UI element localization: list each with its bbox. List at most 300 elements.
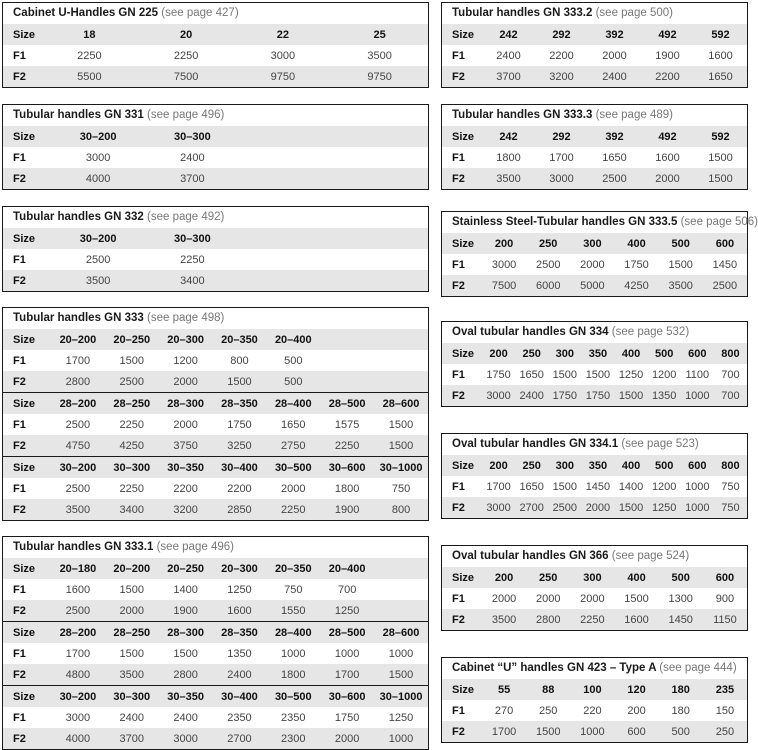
page-reference[interactable]: (see page 492) [147, 211, 225, 223]
force-value: 3000 [159, 728, 213, 749]
force-value: 800 [230, 354, 249, 367]
force-value: 3000 [491, 258, 517, 271]
force-value [320, 350, 374, 371]
size-value: 120 [614, 679, 658, 700]
size-value: 28–250 [105, 393, 159, 415]
size-value: 20–400 [266, 329, 320, 350]
force-value: 2000 [159, 371, 213, 393]
force-value: 2400 [515, 385, 548, 406]
size-value: 20 [138, 24, 235, 45]
force-value: 220 [583, 704, 602, 717]
force-value: 3200 [159, 499, 213, 520]
force-value: 1800 [266, 664, 320, 686]
f2-row [442, 66, 747, 87]
force-value: 2200 [549, 49, 574, 62]
size-value: 292 [535, 24, 588, 45]
size-row [3, 686, 428, 708]
size-value: 600 [681, 343, 714, 364]
force-value: 2250 [180, 253, 205, 266]
force-value: 1500 [624, 592, 649, 605]
f1-row [442, 147, 747, 168]
force-value: 2800 [526, 609, 570, 630]
force-value [334, 249, 428, 270]
force-value: 2200 [173, 482, 198, 495]
f2-label: F2 [3, 435, 51, 457]
size-value: 55 [482, 679, 526, 700]
f1-row [3, 350, 428, 371]
page-reference[interactable]: (see page 498) [147, 312, 225, 324]
force-value: 1600 [213, 600, 267, 622]
force-value: 1250 [618, 368, 644, 381]
spec-table [442, 126, 747, 189]
size-value: 30–200 [51, 686, 105, 708]
spec-table [442, 567, 747, 630]
force-value: 1500 [374, 664, 428, 686]
f1-label: F1 [13, 418, 26, 431]
size-label: Size [3, 126, 51, 147]
force-value: 3700 [145, 168, 239, 189]
size-value: 400 [615, 343, 648, 364]
force-value: 2500 [548, 497, 581, 518]
product-name: Oval tubular handles GN 334 [452, 326, 609, 338]
f1-row [3, 147, 428, 168]
force-value: 2400 [180, 151, 205, 164]
force-value: 800 [374, 499, 428, 520]
force-value [374, 579, 428, 600]
force-value: 1250 [227, 583, 252, 596]
force-value: 3250 [213, 435, 267, 457]
force-value: 1250 [320, 600, 374, 622]
force-value: 9750 [331, 66, 428, 87]
force-value: 1500 [585, 368, 611, 381]
force-value: 1750 [624, 258, 649, 271]
size-value: 600 [703, 567, 747, 588]
page-reference[interactable]: (see page 489) [595, 109, 673, 121]
handle-spec-box [2, 104, 429, 190]
force-value: 1500 [119, 583, 144, 596]
force-value: 1650 [602, 151, 627, 164]
force-value: 2000 [602, 49, 627, 62]
handle-spec-box [2, 206, 429, 292]
force-value: 1500 [213, 371, 267, 393]
force-value: 3700 [482, 66, 535, 87]
force-value: 3000 [482, 385, 515, 406]
f2-row [3, 728, 428, 749]
handle-spec-box [2, 2, 429, 88]
force-value: 7500 [482, 275, 526, 296]
force-value: 9750 [235, 66, 332, 87]
f2-label: F2 [3, 499, 51, 520]
force-value: 700 [714, 385, 747, 406]
handle-spec-box [441, 657, 748, 743]
size-value [240, 126, 334, 147]
size-value: 592 [694, 24, 747, 45]
size-row [3, 126, 428, 147]
size-value: 30–500 [266, 457, 320, 479]
size-row [3, 457, 428, 479]
force-value: 2500 [535, 258, 561, 271]
force-value: 1150 [703, 609, 747, 630]
f1-label: F1 [452, 151, 465, 164]
product-name: Cabinet U-Handles GN 225 [13, 7, 159, 19]
size-value: 28–350 [213, 393, 267, 415]
spec-table [3, 24, 428, 87]
force-value: 2250 [173, 49, 199, 62]
size-value: 500 [648, 343, 681, 364]
f1-row [3, 643, 428, 664]
force-value: 3500 [51, 270, 145, 291]
handle-spec-box [441, 2, 748, 88]
force-value: 750 [284, 583, 303, 596]
size-value: 20–300 [213, 558, 267, 579]
page-reference[interactable]: (see page 523) [621, 438, 699, 450]
force-value: 1500 [694, 168, 747, 189]
product-name: Tubular handles GN 333.2 [452, 7, 593, 19]
page-reference[interactable]: (see page 444) [659, 662, 737, 674]
size-row [442, 343, 747, 364]
size-value: 300 [548, 343, 581, 364]
size-row [442, 567, 747, 588]
force-value: 1900 [159, 600, 213, 622]
size-label: Size [3, 329, 51, 350]
force-value: 5000 [570, 275, 614, 296]
force-value: 1400 [173, 583, 198, 596]
size-value: 242 [482, 24, 535, 45]
size-value: 392 [588, 126, 641, 147]
size-row [3, 622, 428, 644]
force-value: 1500 [119, 647, 144, 660]
f2-label: F2 [3, 371, 51, 393]
spec-table [442, 233, 747, 296]
force-value: 1500 [119, 354, 144, 367]
force-value: 500 [284, 354, 303, 367]
size-value: 250 [526, 567, 570, 588]
force-value: 1250 [388, 711, 414, 724]
f1-label: F1 [13, 49, 26, 62]
force-value: 1750 [486, 368, 511, 381]
page-reference[interactable]: (see page 506) [680, 216, 758, 228]
force-value: 3200 [535, 66, 588, 87]
force-value: 2000 [173, 418, 198, 431]
handle-spec-box [441, 321, 748, 407]
size-value: 200 [482, 233, 526, 254]
f1-label: F1 [13, 151, 26, 164]
size-value: 30–600 [320, 457, 374, 479]
size-value [320, 329, 374, 350]
size-value: 28–200 [51, 622, 105, 644]
force-value: 1750 [227, 418, 252, 431]
f2-row [3, 499, 428, 520]
force-value: 2250 [77, 49, 102, 62]
force-value: 1500 [615, 385, 648, 406]
size-value: 400 [614, 233, 658, 254]
force-value: 1500 [173, 647, 198, 660]
force-value: 2800 [159, 664, 213, 686]
size-value: 28–200 [51, 393, 105, 415]
size-value: 30–400 [213, 457, 267, 479]
size-value: 28–250 [105, 622, 159, 644]
force-value: 2750 [266, 435, 320, 457]
size-value: 30–200 [51, 457, 105, 479]
f2-row [3, 270, 428, 291]
force-value: 4800 [51, 664, 105, 686]
f1-row [442, 588, 747, 609]
size-row [442, 455, 747, 476]
force-value: 250 [703, 721, 747, 742]
size-value: 500 [659, 567, 703, 588]
f2-label: F2 [442, 168, 482, 189]
force-value: 2000 [580, 592, 605, 605]
size-label: Size [3, 622, 51, 644]
size-row [3, 393, 428, 415]
size-value: 28–600 [374, 622, 428, 644]
box-title [442, 105, 747, 126]
force-value: 2000 [641, 168, 694, 189]
box-title [442, 322, 747, 343]
size-value [334, 228, 428, 249]
force-value: 1500 [552, 368, 578, 381]
f1-label: F1 [13, 354, 26, 367]
f1-row [3, 707, 428, 728]
force-value: 2350 [281, 711, 306, 724]
force-value: 3000 [535, 168, 588, 189]
size-value: 20–300 [159, 329, 213, 350]
size-value: 25 [331, 24, 428, 45]
force-value: 2500 [105, 371, 159, 393]
f2-label: F2 [3, 600, 51, 622]
force-value: 1600 [65, 583, 91, 596]
force-value: 2000 [105, 600, 159, 622]
f1-row [442, 254, 747, 275]
size-value: 28–400 [266, 393, 320, 415]
force-value: 1700 [486, 480, 511, 493]
f1-label: F1 [452, 480, 465, 493]
force-value: 7500 [138, 66, 235, 87]
force-value: 1750 [548, 385, 581, 406]
force-value: 1700 [320, 664, 374, 686]
f2-label: F2 [442, 609, 482, 630]
force-value: 2200 [641, 66, 694, 87]
force-value: 500 [266, 371, 320, 393]
size-row [442, 126, 747, 147]
force-value [334, 147, 428, 168]
force-value: 2500 [703, 275, 747, 296]
size-value: 20–350 [266, 558, 320, 579]
f2-row [442, 385, 747, 406]
box-title [442, 546, 747, 567]
force-value: 3000 [65, 711, 91, 724]
force-value: 4750 [51, 435, 105, 457]
size-label: Size [442, 126, 482, 147]
force-value: 2200 [227, 482, 252, 495]
f2-label: F2 [442, 721, 482, 742]
force-value: 1200 [651, 480, 677, 493]
size-value: 800 [714, 343, 747, 364]
f1-row [3, 45, 428, 66]
size-value: 200 [482, 567, 526, 588]
product-name: Tubular handles GN 333.3 [452, 109, 593, 121]
page-reference[interactable]: (see page 532) [611, 326, 690, 338]
size-value: 100 [570, 679, 614, 700]
force-value: 1800 [334, 482, 360, 495]
f2-label: F2 [442, 385, 482, 406]
force-value: 1200 [651, 368, 677, 381]
size-value: 20–200 [105, 558, 159, 579]
force-value: 1600 [614, 609, 658, 630]
force-value: 5500 [41, 66, 138, 87]
handle-spec-box [441, 545, 748, 631]
size-value: 88 [526, 679, 570, 700]
size-value: 600 [703, 233, 747, 254]
f1-label: F1 [13, 583, 26, 596]
size-value: 30–1000 [374, 457, 428, 479]
force-value: 1750 [334, 711, 360, 724]
size-value: 28–300 [159, 622, 213, 644]
force-value: 2250 [570, 609, 614, 630]
force-value: 2250 [119, 418, 144, 431]
force-value: 1650 [694, 66, 747, 87]
page-reference[interactable]: (see page 427) [161, 7, 239, 19]
force-value: 1100 [685, 368, 710, 381]
force-value: 3500 [659, 275, 703, 296]
force-value: 2250 [119, 482, 144, 495]
force-value: 1600 [708, 49, 733, 62]
size-row [442, 679, 747, 700]
force-value: 750 [391, 482, 411, 495]
f2-label: F2 [442, 497, 482, 518]
size-value: 300 [570, 233, 614, 254]
force-value [240, 168, 334, 189]
product-name: Tubular handles GN 331 [13, 109, 144, 121]
force-value: 2400 [213, 664, 267, 686]
f2-row [3, 66, 428, 87]
f2-row [442, 609, 747, 630]
f2-row [3, 600, 428, 622]
force-value: 1000 [374, 728, 428, 749]
force-value [240, 249, 334, 270]
page-reference[interactable]: (see page 496) [147, 109, 225, 121]
f2-label: F2 [3, 168, 51, 189]
size-value: 18 [41, 24, 138, 45]
force-value: 1000 [334, 647, 360, 660]
force-value: 2700 [515, 497, 548, 518]
force-value: 2250 [320, 435, 374, 457]
force-value: 1800 [496, 151, 521, 164]
page-reference[interactable]: (see page 496) [156, 541, 234, 553]
product-name: Tubular handles GN 333 [13, 312, 144, 324]
size-value: 28–600 [374, 393, 428, 415]
f2-label: F2 [442, 275, 482, 296]
f1-label: F1 [13, 647, 26, 660]
force-value: 150 [715, 704, 735, 717]
box-title [442, 212, 758, 233]
force-value: 1650 [519, 368, 544, 381]
spec-table [442, 679, 747, 742]
size-value: 592 [694, 126, 747, 147]
f2-row [3, 664, 428, 686]
size-value [240, 228, 334, 249]
force-value: 4250 [105, 435, 159, 457]
size-value: 300 [570, 567, 614, 588]
force-value: 2500 [51, 600, 105, 622]
force-value: 1300 [668, 592, 693, 605]
force-value: 3500 [482, 168, 535, 189]
f1-label: F1 [452, 368, 465, 381]
force-value: 500 [659, 721, 703, 742]
f2-row [3, 168, 428, 189]
page-reference[interactable]: (see page 524) [611, 550, 690, 562]
size-value: 600 [681, 455, 714, 476]
size-value: 30–300 [145, 126, 239, 147]
handle-spec-box [441, 433, 748, 519]
force-value: 3000 [270, 49, 296, 62]
size-value: 350 [581, 343, 614, 364]
handle-spec-box [2, 536, 429, 750]
spec-table [442, 24, 747, 87]
force-value: 1350 [648, 385, 681, 406]
force-value: 750 [721, 480, 740, 493]
force-value: 2850 [213, 499, 267, 520]
force-value: 1500 [388, 418, 414, 431]
size-value: 20–200 [51, 329, 105, 350]
size-value: 28–500 [320, 393, 374, 415]
f2-label: F2 [3, 66, 41, 87]
size-value: 292 [535, 126, 588, 147]
box-title [442, 3, 747, 24]
force-value: 2250 [266, 499, 320, 520]
force-value: 1700 [65, 647, 91, 660]
force-value: 2400 [173, 711, 198, 724]
size-value: 30–1000 [374, 686, 428, 708]
force-value: 1000 [281, 647, 306, 660]
size-label: Size [3, 393, 51, 415]
f2-label: F2 [3, 270, 51, 291]
page-reference[interactable]: (see page 500) [595, 7, 673, 19]
size-value: 492 [641, 126, 694, 147]
size-row [442, 24, 747, 45]
size-value: 800 [714, 455, 747, 476]
spec-table [3, 228, 428, 291]
force-value: 1500 [374, 435, 428, 457]
size-value: 30–300 [105, 457, 159, 479]
size-value: 200 [482, 343, 515, 364]
force-value: 1575 [334, 418, 360, 431]
force-value: 2500 [65, 418, 91, 431]
size-row [3, 24, 428, 45]
force-value: 2400 [119, 711, 144, 724]
size-value: 28–400 [266, 622, 320, 644]
size-value: 20–250 [159, 558, 213, 579]
size-value: 400 [614, 567, 658, 588]
force-value: 1400 [618, 480, 644, 493]
f2-row [442, 168, 747, 189]
size-value: 30–300 [105, 686, 159, 708]
force-value: 1500 [615, 497, 648, 518]
size-row [442, 233, 747, 254]
size-value: 30–400 [213, 686, 267, 708]
force-value: 3700 [105, 728, 159, 749]
force-value: 1600 [655, 151, 680, 164]
force-value: 2000 [281, 482, 306, 495]
spec-table [442, 455, 747, 518]
force-value: 3500 [367, 49, 392, 62]
force-value [240, 270, 334, 291]
f1-label: F1 [452, 704, 465, 717]
force-value: 750 [714, 497, 747, 518]
force-value: 1900 [320, 499, 374, 520]
force-value: 2500 [65, 482, 91, 495]
f1-label: F1 [13, 253, 26, 266]
